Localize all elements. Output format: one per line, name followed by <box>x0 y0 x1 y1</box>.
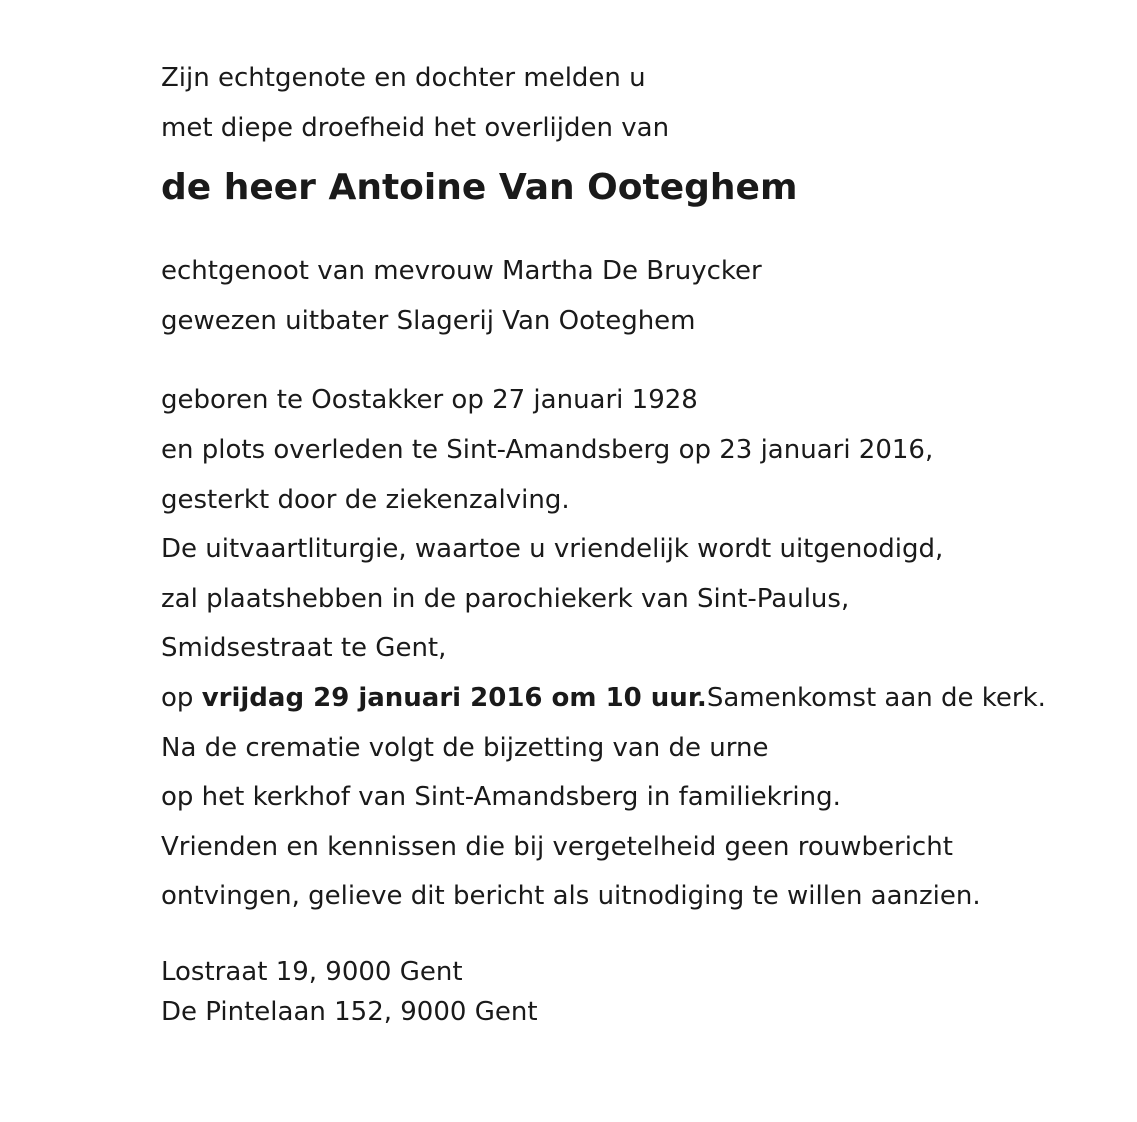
obituary-notice <box>161 54 1101 1032</box>
intro-block <box>161 54 1101 153</box>
street-line: Smidsestraat te Gent, <box>161 633 447 664</box>
cemetery-line: op het kerkhof van Sint-Amandsberg in familiekring. <box>161 782 841 813</box>
spouse-line: echtgenoot van mevrouw Martha De Bruycker <box>161 256 762 287</box>
relations-block <box>161 247 1101 346</box>
deceased-name: de heer Antoine Van Ooteghem <box>161 167 798 209</box>
date-suffix: Samenkomst aan de kerk. <box>706 682 1046 713</box>
notice-line-1: Vrienden en kennissen die bij vergetelheid geen rouwbericht <box>161 831 953 862</box>
occupation-line: gewezen uitbater Slagerij Van Ooteghem <box>161 305 696 336</box>
born-line: geboren te Oostakker op 27 januari 1928 <box>161 385 698 416</box>
funeral-date: vrijdag 29 januari 2016 om 10 uur. <box>201 682 707 713</box>
addresses-block <box>161 952 1101 1032</box>
intro-line-1: Zijn echtgenote en dochter melden u <box>161 63 646 93</box>
sacrament-line: gesterkt door de ziekenzalving. <box>161 484 570 515</box>
intro-line-2: met diepe droefheid het overlijden van <box>161 112 670 143</box>
notice-line-2: ontvingen, gelieve dit bericht als uitnodiging te willen aanzien. <box>161 881 981 912</box>
cremation-line: Na de crematie volgt de bijzetting van de urne <box>161 732 769 763</box>
date-prefix: op <box>161 682 202 713</box>
died-line: en plots overleden te Sint-Amandsberg op 23 januari 2016, <box>161 434 934 465</box>
liturgy-line: De uitvaartliturgie, waartoe u vriendelijk wordt uitgenodigd, <box>161 534 944 565</box>
address-line: De Pintelaan 152, 9000 Gent <box>161 996 538 1027</box>
date-line <box>161 674 1101 724</box>
address-line: Lostraat 19, 9000 Gent <box>161 956 463 987</box>
details-block <box>161 376 1101 922</box>
church-line: zal plaatshebben in de parochiekerk van Sint-Paulus, <box>161 583 850 614</box>
